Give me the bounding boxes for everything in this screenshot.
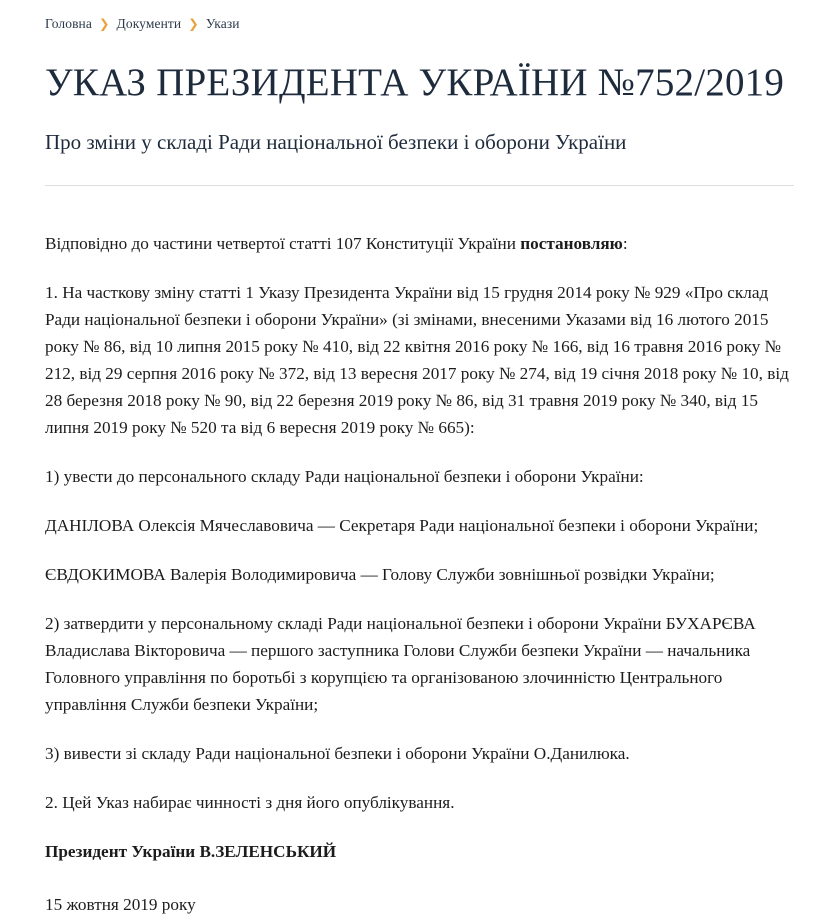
- subclause-2-paragraph: 2) затвердити у персональному складі Ради національної безпеки і оборони України БУХАРЄВА Владислава Вікторовича — першого заступника Голови Служби безпеки України — начальника Головного управління по боротьбі з корупцією та організованою злочинністю Центрального управління Служби безпеки України;: [45, 614, 756, 714]
- document-body: [0, 230, 822, 918]
- breadcrumb-item-decrees[interactable]: Укази: [205, 16, 240, 31]
- breadcrumb-item-home[interactable]: Головна: [45, 16, 92, 31]
- subclause-1-paragraph: 1) увести до персонального складу Ради національної безпеки і оборони України:: [45, 467, 644, 486]
- breadcrumb: [0, 0, 822, 34]
- appointee-danilov-paragraph: ДАНІЛОВА Олексія Мячеславовича — Секретаря Ради національної безпеки і оборони України;: [45, 516, 759, 535]
- document-date: 15 жовтня 2019 року: [45, 895, 196, 914]
- appointee-yevdokymov-paragraph: ЄВДОКИМОВА Валерія Володимировича — Голову Служби зовнішньої розвідки України;: [45, 565, 715, 584]
- clause-1-paragraph: 1. На часткову зміну статті 1 Указу Президента України від 15 грудня 2014 року № 929 «Про склад Ради національної безпеки і оборони України» (зі змінами, внесеними Указами від 16 лютого 2015 року № 86, від 10 липня 2015 року № 410, від 22 квітня 2016 року № 166, від 16 травня 2016 року № 212, від 29 серпня 2016 року № 372, від 13 вересня 2017 року № 274, від 19 січня 2018 року № 10, від 28 березня 2018 року № 90, від 22 березня 2019 року № 86, від 31 травня 2019 року № 340, від 15 липня 2019 року № 520 та від 6 вересня 2019 року № 665):: [45, 283, 789, 437]
- page-subtitle: Про зміни у складі Ради національної безпеки і оборони України: [45, 130, 627, 154]
- preamble-emphasis-text: постановляю: [520, 234, 623, 253]
- header-divider: [45, 185, 794, 186]
- chevron-right-icon: ❯: [188, 17, 199, 31]
- preamble-tail-text: :: [622, 234, 628, 253]
- signature-line: Президент України В.ЗЕЛЕНСЬКИЙ: [45, 842, 337, 861]
- page-title: УКАЗ ПРЕЗИДЕНТА УКРАЇНИ №752/2019: [45, 61, 785, 104]
- chevron-right-icon: ❯: [98, 17, 110, 31]
- preamble-lead-text: Відповідно до частини четвертої статті 107 Конституції України: [45, 234, 521, 253]
- clause-2-paragraph: 2. Цей Указ набирає чинності з дня його опублікування.: [45, 793, 455, 812]
- subclause-3-paragraph: 3) вивести зі складу Ради національної безпеки і оборони України О.Данилюка.: [45, 744, 630, 763]
- preamble-paragraph: [45, 230, 796, 257]
- breadcrumb-item-documents[interactable]: Документи: [116, 16, 182, 31]
